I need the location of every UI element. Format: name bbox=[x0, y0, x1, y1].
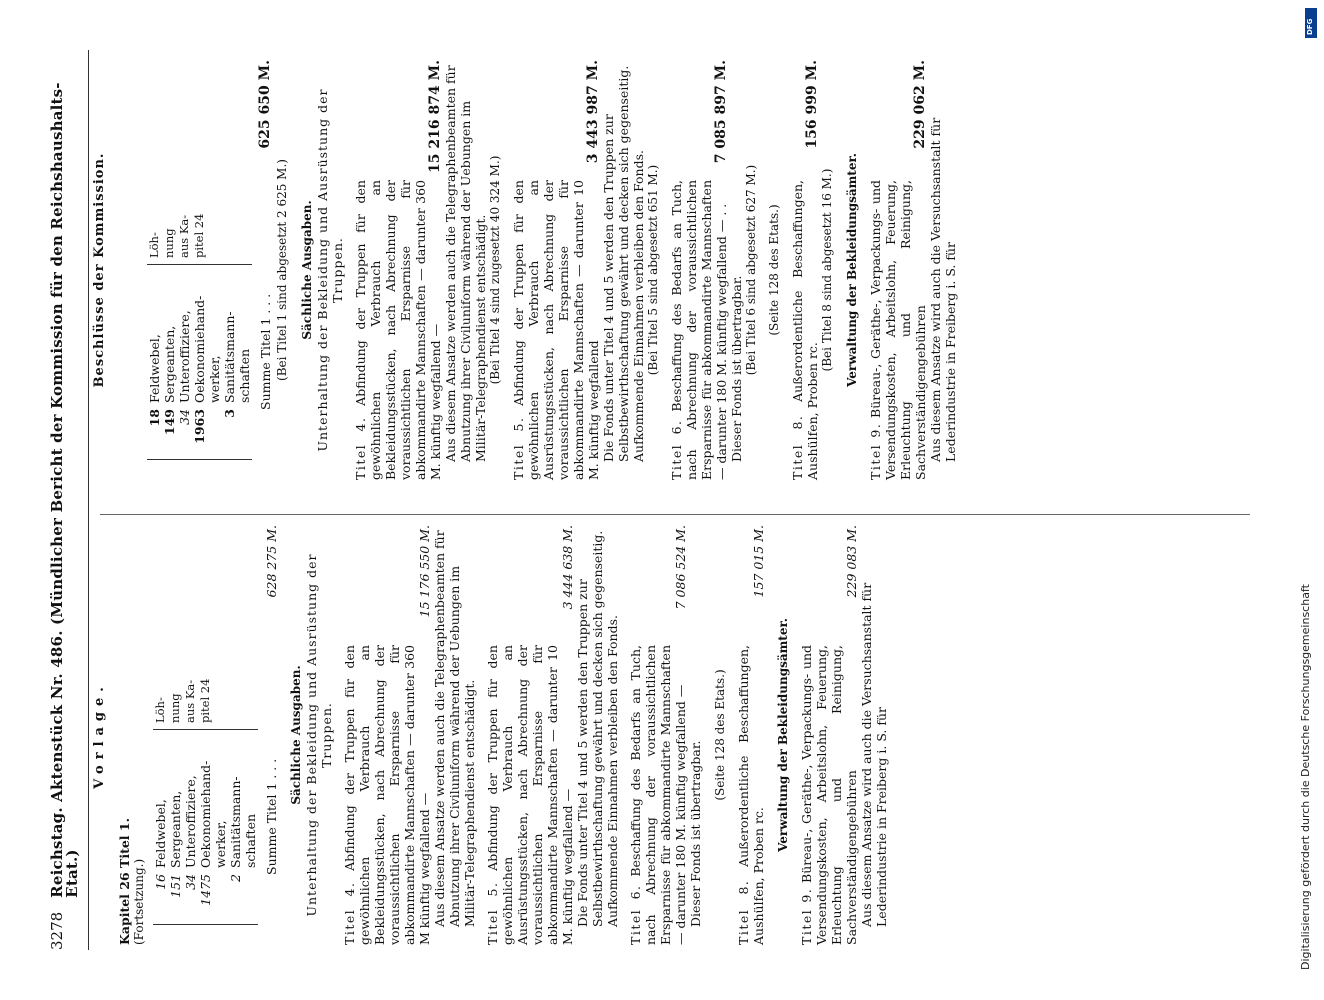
entry-note: Aus diesem Ansatze wird auch die Versuchsanstalt für Lederindustrie in Freiberg i. S. für bbox=[928, 117, 958, 462]
admin-heading: Verwaltung der Bekleidungsämter. bbox=[776, 618, 790, 852]
entry-titel-6: Titel 6. Beschaffung des Bedarfs an Tuch, nach Abrechnung der voraussichtlichen Ersparnisse für abkommandirte Mannschaften — darunter 180 M. künftig wegfallend — . . 7 085 897 M. bbox=[669, 60, 729, 480]
amount: 157 015 M. bbox=[751, 525, 766, 598]
staff-block bbox=[153, 675, 258, 925]
entry-note: Die Fonds unter Titel 4 und 5 werden den Truppen zur Selbstbewirthschaftung gewährt und decken sich gegenseitig. Aufkommende Einnahmen verbleiben den Fonds. bbox=[575, 530, 620, 927]
staff-row: schaften bbox=[237, 348, 252, 403]
entry-titel-8: Titel 8. Außerordentliche Beschaffungen, Aushülfen, Proben rc. 157 015 M. bbox=[736, 525, 766, 945]
staff-row: 2 Sanitätsmann- bbox=[228, 776, 243, 882]
staff-row: 1963 Oekonomiehand- bbox=[192, 295, 207, 444]
amount: 156 999 M. bbox=[804, 60, 820, 149]
digitization-credit: Digitalisierung gefördert durch die Deutsche Forschungsgemeinschaft bbox=[1299, 584, 1312, 970]
staff-row: 149 Sergeanten, bbox=[162, 325, 177, 436]
page-number: 3278 bbox=[48, 911, 66, 950]
chapter-label: Kapitel 26 Titel 1. bbox=[117, 818, 132, 945]
header-title: Reichstag. Aktenstück Nr. 486. (Mündlicher Bericht der Kommission für den Reichshaushalts-Etat.) bbox=[48, 82, 81, 898]
staff-row: werker, bbox=[207, 355, 222, 403]
entry-note: Aus diesem Ansatze werden auch die Telegraphenbeamten für Abnutzung ihrer Civiluniform während der Uebungen im Militär-Telegraphendienst entschädigt. bbox=[443, 65, 488, 462]
staff-row: 151 Sergeanten, bbox=[168, 790, 183, 898]
chapter-sub: (Fortsetzung.) bbox=[132, 858, 146, 945]
amount: 15 176 550 M. bbox=[417, 525, 432, 618]
staff-row: werker, bbox=[213, 820, 228, 868]
page-reference: (Seite 128 des Etats.) bbox=[767, 204, 781, 336]
entry-titel-9: Titel 9. Büreau-, Geräthe-, Verpackungs- und Versendungskosten, Arbeitslohn, Feuerung, Erleuchtung und Reinigung, Sachverständigengebühren 229 083 M. bbox=[799, 525, 859, 945]
staff-note: Löh- nung aus Ka- pitel 24 bbox=[153, 678, 212, 723]
entry-titel-5: Titel 5. Abfindung der Truppen für den gewöhnlichen Verbrauch an Ausrüstungsstücken, nach Abrechnung der voraussichtlichen Ersparnisse für abkommandirte Mannschaften — darunter 10 M. künftig wegfallend — 3 444 638 M. bbox=[485, 525, 575, 945]
section-subtitle: Unterhaltung der Bekleidung und Ausrüstung der Truppen. bbox=[315, 88, 345, 452]
change-note: (Bei Titel 5 sind abgesetzt 651 M.) bbox=[646, 164, 660, 376]
entry-note: Dieser Fonds ist übertragbar. bbox=[688, 740, 703, 927]
section-heading: Sächliche Ausgaben. bbox=[289, 665, 303, 805]
vorlage-heading: Vorlage. bbox=[92, 681, 107, 789]
entry-titel-6: Titel 6. Beschaffung des Bedarfs an Tuch, nach Abrechnung der voraussichtlichen Ersparnisse für abkommandirte Mannschaften — darunter 180 M. künftig wegfallend — 7 086 524 M. bbox=[628, 525, 688, 945]
amount: 229 062 M. bbox=[912, 60, 928, 149]
staff-row: 34 Unteroffiziere, bbox=[177, 310, 192, 425]
entry-titel-4: Titel 4. Abfindung der Truppen für den gewöhnlichen Verbrauch an Bekleidungsstücken, nach Abrechnung der voraussichtlichen Ersparnisse für abkommandirte Mannschaften — darunter 360 M künftig wegfallend — 15 176 550 M. bbox=[342, 525, 432, 945]
staff-row: 1475 Oekonomiehand- bbox=[198, 760, 213, 906]
staff-block bbox=[147, 210, 252, 460]
staff-row: 16 Feldwebel, bbox=[153, 799, 168, 890]
sum-label: Summe Titel 1 . . . bbox=[264, 758, 279, 875]
column-beschluesse bbox=[92, 60, 958, 480]
change-note: (Bei Titel 8 sind abgesetzt 16 M.) bbox=[820, 168, 834, 372]
entry-note: Aus diesem Ansatze werden auch die Telegraphenbeamten für Abnutzung ihrer Civiluniform während der Uebungen im Militär-Telegraphendienst entschädigt. bbox=[432, 530, 477, 927]
admin-heading: Verwaltung der Bekleidungsämter. bbox=[845, 153, 859, 387]
sum-label: Summe Titel 1 . . . bbox=[258, 293, 273, 410]
column-vorlage bbox=[92, 525, 889, 945]
change-note: (Bei Titel 4 sind zugesetzt 40 324 M.) bbox=[488, 155, 502, 385]
change-note: (Bei Titel 1 sind abgesetzt 2 625 M.) bbox=[275, 159, 289, 381]
staff-list bbox=[147, 264, 252, 460]
sum-amount: 628 275 M. bbox=[264, 525, 279, 598]
entry-titel-9: Titel 9. Büreau-, Geräthe-, Verpackungs- und Versendungskosten, Arbeitslohn, Feuerung, Erleuchtung und Reinigung, Sachverständigengebühren 229 062 M. bbox=[868, 60, 928, 480]
sum-line bbox=[258, 60, 273, 410]
page-reference: (Seite 128 des Etats.) bbox=[713, 669, 727, 801]
amount: 3 443 987 M. bbox=[585, 60, 601, 164]
staff-note: Löh- nung aus Ka- pitel 24 bbox=[147, 213, 206, 258]
amount: 15 216 874 M. bbox=[427, 60, 443, 173]
column-divider bbox=[100, 514, 1250, 515]
staff-row: 34 Unteroffiziere, bbox=[183, 775, 198, 890]
entry-titel-8: Titel 8. Außerordentliche Beschaffungen, Aushülfen, Proben rc. 156 999 M. bbox=[790, 60, 820, 480]
running-header bbox=[50, 50, 89, 950]
staff-row: schaften bbox=[243, 813, 258, 868]
staff-row: 18 Feldwebel, bbox=[147, 334, 162, 427]
change-note: (Bei Titel 6 sind abgesetzt 627 M.) bbox=[744, 164, 758, 376]
beschluesse-heading: Beschlüsse der Kommission. bbox=[92, 152, 107, 388]
amount: 7 085 897 M. bbox=[713, 60, 729, 164]
entry-titel-5: Titel 5. Abfindung der Truppen für den gewöhnlichen Verbrauch an Ausrüstungsstücken, nach Abrechnung der voraussichtlichen Ersparnisse für abkommandirte Mannschaften — darunter 10 M. künftig wegfallend 3 443 987 M. bbox=[511, 60, 601, 480]
section-heading: Sächliche Ausgaben. bbox=[300, 200, 314, 340]
staff-row: 3 Sanitätsmann- bbox=[222, 311, 237, 418]
amount: 7 086 524 M. bbox=[673, 525, 688, 610]
dfg-logo: DFG bbox=[1305, 8, 1317, 38]
entry-note: Dieser Fonds ist übertragbar. bbox=[729, 275, 744, 462]
entry-titel-4: Titel 4. Abfindung der Truppen für den gewöhnlichen Verbrauch an Bekleidungsstücken, nach Abrechnung der voraussichtlichen Ersparnisse für abkommandirte Mannschaften — darunter 360 M. künftig wegfallend — 15 216 874 M. bbox=[353, 60, 443, 480]
section-subtitle: Unterhaltung der Bekleidung und Ausrüstung der Truppen. bbox=[304, 553, 334, 917]
entry-note: Aus diesem Ansatze wird auch die Versuchsanstalt für Lederindustrie in Freiberg i. S. für bbox=[859, 582, 889, 927]
sum-line bbox=[264, 525, 279, 875]
staff-list bbox=[153, 729, 258, 925]
amount: 229 083 M. bbox=[844, 525, 859, 598]
amount: 3 444 638 M. bbox=[560, 525, 575, 610]
sum-amount: 625 650 M. bbox=[257, 60, 273, 149]
entry-note: Die Fonds unter Titel 4 und 5 werden den Truppen zur Selbstbewirthschaftung gewährt und decken sich gegenseitig. Aufkommende Einnahmen verbleiben den Fonds. bbox=[601, 65, 646, 462]
